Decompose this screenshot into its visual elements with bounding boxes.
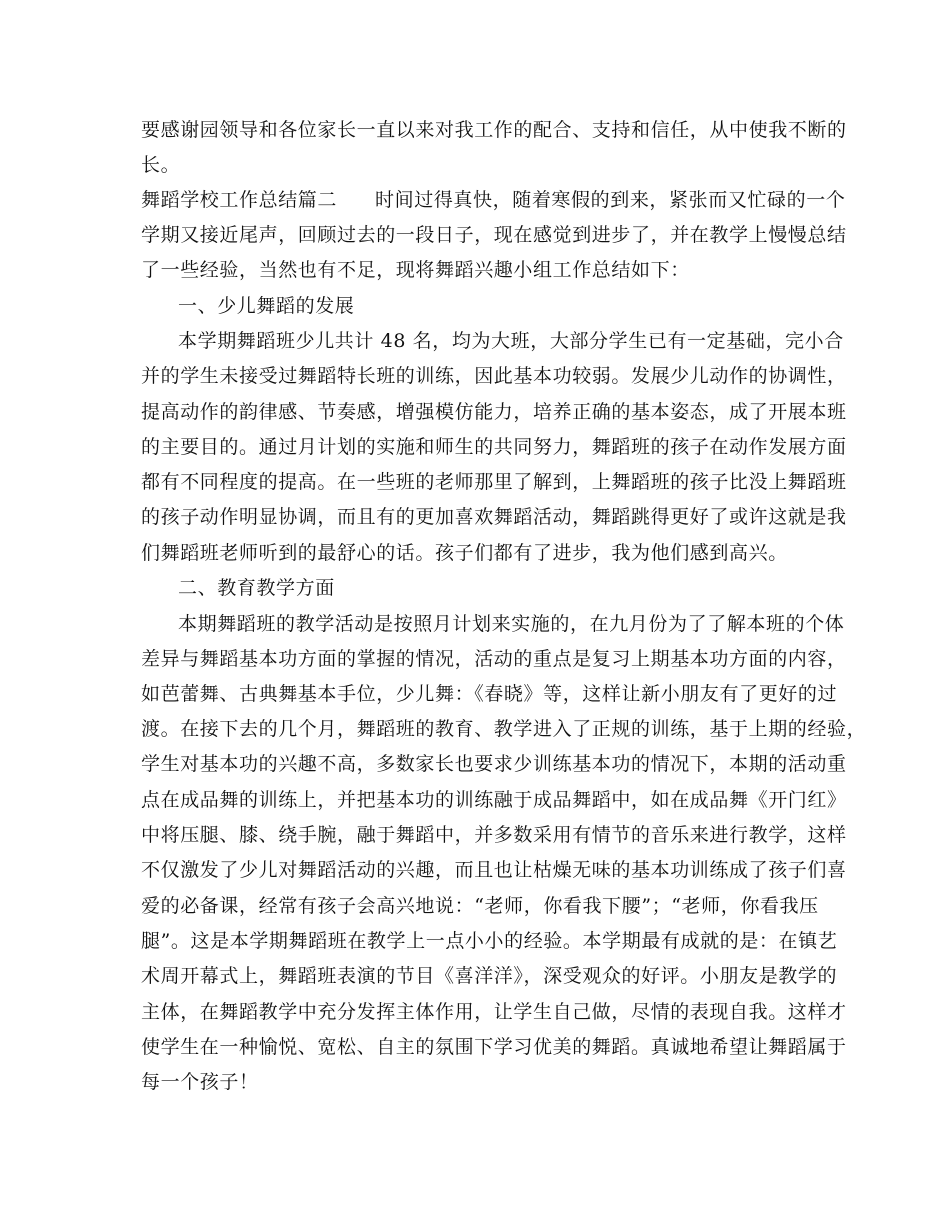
text-line: 提高动作的韵律感、节奏感，增强模仿能力，培养正确的基本姿态，成了开展本班 — [141, 401, 847, 423]
text-line: 点在成品舞的训练上，并把基本功的训练融于成品舞蹈中，如在成品舞《开门红》 — [141, 789, 847, 811]
text-line: 长。 — [141, 154, 181, 176]
text-line: 学期又接近尾声，回顾过去的一段日子，现在感觉到进步了，并在教学上慢慢总结 — [141, 224, 847, 246]
section-heading-line — [141, 188, 846, 212]
section-heading: 二、教育教学方面 — [178, 577, 335, 599]
article-title: 舞蹈学校工作总结篇二 — [141, 189, 338, 211]
text-line: 差异与舞蹈基本功方面的掌握的情况，活动的重点是复习上期基本功方面的内容， — [141, 648, 847, 670]
text-line: 们舞蹈班老师听到的最舒心的话。孩子们都有了进步，我为他们感到高兴。 — [141, 542, 788, 564]
text-line: 学生对基本功的兴趣不高，多数家长也要求少训练基本功的情况下，本期的活动重 — [141, 753, 847, 775]
text-line: 本期舞蹈班的教学活动是按照月计划来实施的，在九月份为了了解本班的个体 — [178, 613, 845, 635]
text-line: 主体，在舞蹈教学中充分发挥主体作用，让学生自己做，尽情的表现自我。这样才 — [141, 1001, 847, 1023]
text-line: 要感谢园领导和各位家长一直以来对我工作的配合、支持和信任，从中使我不断的 — [141, 119, 847, 141]
text-line: 并的学生未接受过舞蹈特长班的训练，因此基本功较弱。发展少儿动作的协调性， — [141, 365, 847, 387]
text-line: 时间过得真快，随着寒假的到来，紧张而又忙碌的一个 — [375, 189, 846, 211]
text-line: 中将压腿、膝、绕手腕，融于舞蹈中，并多数采用有情节的音乐来进行教学，这样 — [141, 824, 847, 846]
text-line: 术周开幕式上，舞蹈班表演的节目《喜洋洋》，深受观众的好评。小朋友是教学的 — [141, 965, 838, 987]
text-line: 的主要目的。通过月计划的实施和师生的共同努力，舞蹈班的孩子在动作发展方面 — [141, 436, 847, 458]
text-line: 使学生在一种愉悦、宽松、自主的氛围下学习优美的舞蹈。真诚地希望让舞蹈属于 — [141, 1036, 847, 1058]
text-line: 本学期舞蹈班少儿共计 48 名，均为大班，大部分学生已有一定基础，完小合 — [178, 330, 844, 352]
text-line: 的孩子动作明显协调，而且有的更加喜欢舞蹈活动，舞蹈跳得更好了或许这就是我 — [141, 506, 847, 528]
text-line: 爱的必备课，经常有孩子会高兴地说：“老师，你看我下腰”；“老师，你看我压 — [141, 895, 819, 917]
text-line: 不仅激发了少儿对舞蹈活动的兴趣，而且也让枯燥无味的基本功训练成了孩子们喜 — [141, 859, 847, 881]
text-line: 腿”。这是本学期舞蹈班在教学上一点小小的经验。本学期最有成就的是：在镇艺 — [141, 930, 838, 952]
text-line: 都有不同程度的提高。在一些班的老师那里了解到，上舞蹈班的孩子比没上舞蹈班 — [141, 471, 847, 493]
section-heading: 一、少儿舞蹈的发展 — [178, 295, 355, 317]
text-line: 了一些经验，当然也有不足，现将舞蹈兴趣小组工作总结如下： — [141, 259, 690, 281]
text-line: 如芭蕾舞、古典舞基本手位，少儿舞：《春晓》等，这样让新小朋友有了更好的过 — [141, 683, 838, 705]
text-line: 每一个孩子！ — [141, 1071, 259, 1093]
text-line: 渡。在接下去的几个月，舞蹈班的教育、教学进入了正规的训练，基于上期的经验， — [141, 718, 867, 740]
